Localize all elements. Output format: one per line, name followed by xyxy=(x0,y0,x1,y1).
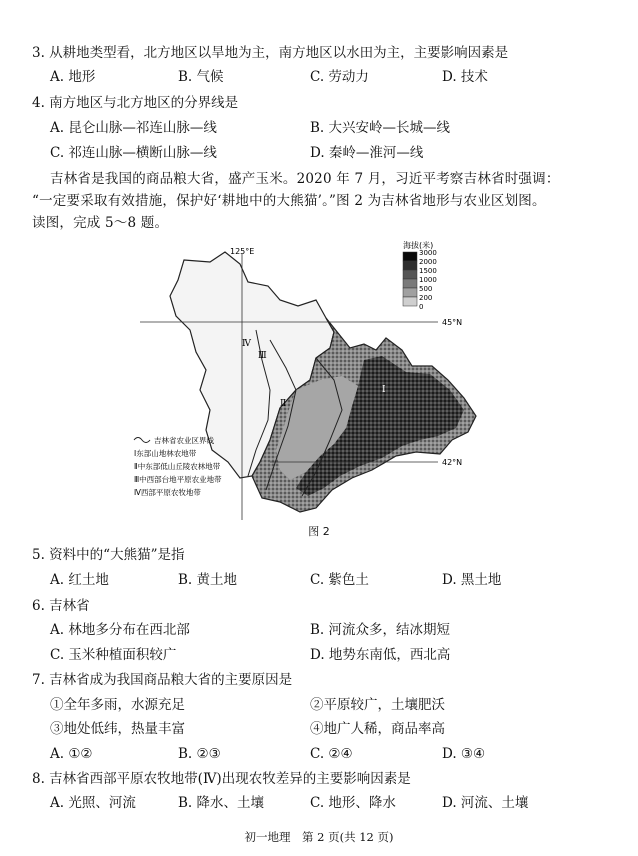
q7-option-d: D. ③④ xyxy=(442,746,486,762)
q6-stem: 6. 吉林省 xyxy=(32,598,90,614)
elevation-swatch xyxy=(403,288,417,297)
q8-option-d: D. 河流、土壤 xyxy=(442,795,529,811)
q7-statement-3: ③地处低纬，热量丰富 xyxy=(50,721,185,737)
q5-option-b: B. 黄土地 xyxy=(178,572,238,588)
jilin-terrain-map xyxy=(120,240,490,528)
q4-option-c: C. 祁连山脉—横断山脉—线 xyxy=(50,145,217,161)
elevation-swatch xyxy=(403,270,417,279)
q3-option-a: A. 地形 xyxy=(50,69,96,85)
zone-label-4: Ⅳ xyxy=(242,339,251,349)
q8-option-c: C. 地形、降水 xyxy=(310,795,396,811)
elevation-level-label: 3000 xyxy=(419,249,437,257)
zone-label-3: Ⅲ xyxy=(258,351,267,361)
q7-option-c: C. ②④ xyxy=(310,746,353,762)
elevation-level-label: 200 xyxy=(419,294,433,302)
elevation-swatch xyxy=(403,252,417,261)
elevation-legend xyxy=(403,249,437,311)
elevation-swatch xyxy=(403,279,417,288)
q8-option-a: A. 光照、河流 xyxy=(50,795,136,811)
q4-option-d: D. 秦岭—淮河—线 xyxy=(310,145,424,161)
zone-legend-2: Ⅱ中东部低山丘陵农林地带 xyxy=(134,462,221,471)
q7-option-b: B. ②③ xyxy=(178,746,221,762)
q7-statement-4: ④地广人稀，商品率高 xyxy=(310,721,445,737)
q4-stem: 4. 南方地区与北方地区的分界线是 xyxy=(32,95,239,111)
q6-option-a: A. 林地多分布在西北部 xyxy=(50,622,190,638)
q5-stem: 5. 资料中的“大熊猫”是指 xyxy=(32,547,185,563)
elevation-level-label: 2000 xyxy=(419,258,437,266)
q6-option-c: C. 玉米种植面积较广 xyxy=(50,647,177,663)
q3-option-b: B. 气候 xyxy=(178,69,224,85)
q8-stem: 8. 吉林省西部平原农牧地带(Ⅳ)出现农牧差异的主要影响因素是 xyxy=(32,771,411,787)
q3-option-c: C. 劳动力 xyxy=(310,69,369,85)
q7-option-a: A. ①② xyxy=(50,746,93,762)
q6-option-d: D. 地势东南低，西北高 xyxy=(310,647,451,663)
page-footer: 初一地理 第 2 页(共 12 页) xyxy=(244,830,394,844)
q4-option-b: B. 大兴安岭—长城—线 xyxy=(310,120,451,136)
q8-option-b: B. 降水、土壤 xyxy=(178,795,265,811)
elevation-swatch xyxy=(403,297,417,306)
zone-label-2: Ⅱ xyxy=(280,399,287,409)
intro-line-2: “一定要采取有效措施，保护好‘耕地中的大熊猫’。”图 2 为吉林省地形与农业区划图。 xyxy=(32,193,546,209)
elevation-level-label: 0 xyxy=(419,303,424,311)
intro-line-3: 读图，完成 5～8 题。 xyxy=(32,215,169,231)
q3-stem: 3. 从耕地类型看，北方地区以旱地为主，南方地区以水田为主，主要影响因素是 xyxy=(32,45,509,61)
zone-legend xyxy=(134,435,222,497)
elevation-level-label: 1500 xyxy=(419,267,437,275)
q5-option-a: A. 红土地 xyxy=(50,572,109,588)
intro-line-1: 吉林省是我国的商品粮大省，盛产玉米。2020 年 7 月，习近平考察吉林省时强调： xyxy=(50,171,560,187)
q7-stem: 7. 吉林省成为我国商品粮大省的主要原因是 xyxy=(32,672,293,688)
q7-statement-2: ②平原较广，土壤肥沃 xyxy=(310,697,445,713)
zone-legend-1: Ⅰ东部山地林农地带 xyxy=(134,449,197,458)
lat-42-label: 42°N xyxy=(442,458,463,467)
lon-125-label: 125°E xyxy=(230,247,255,256)
zone-label-1: Ⅰ xyxy=(382,385,386,395)
elevation-swatch xyxy=(403,261,417,270)
q6-option-b: B. 河流众多，结冰期短 xyxy=(310,622,451,638)
elevation-level-label: 500 xyxy=(419,285,433,293)
q4-option-a: A. 昆仑山脉—祁连山脉—线 xyxy=(50,120,217,136)
q5-option-c: C. 紫色土 xyxy=(310,572,369,588)
q5-option-d: D. 黑土地 xyxy=(442,572,502,588)
q7-statement-1: ①全年多雨，水源充足 xyxy=(50,697,185,713)
zone-legend-3: Ⅲ中西部台地平原农业地带 xyxy=(134,475,222,484)
lat-45-label: 45°N xyxy=(442,318,463,327)
q3-option-d: D. 技术 xyxy=(442,69,488,85)
zone-legend-boundary: 吉林省农业区界线 xyxy=(154,436,214,445)
elevation-legend-title: 海拔(米) xyxy=(403,241,434,250)
figure-caption: 图 2 xyxy=(308,525,330,538)
zone-legend-4: Ⅳ西部平原农牧地带 xyxy=(134,488,201,497)
elevation-level-label: 1000 xyxy=(419,276,437,284)
